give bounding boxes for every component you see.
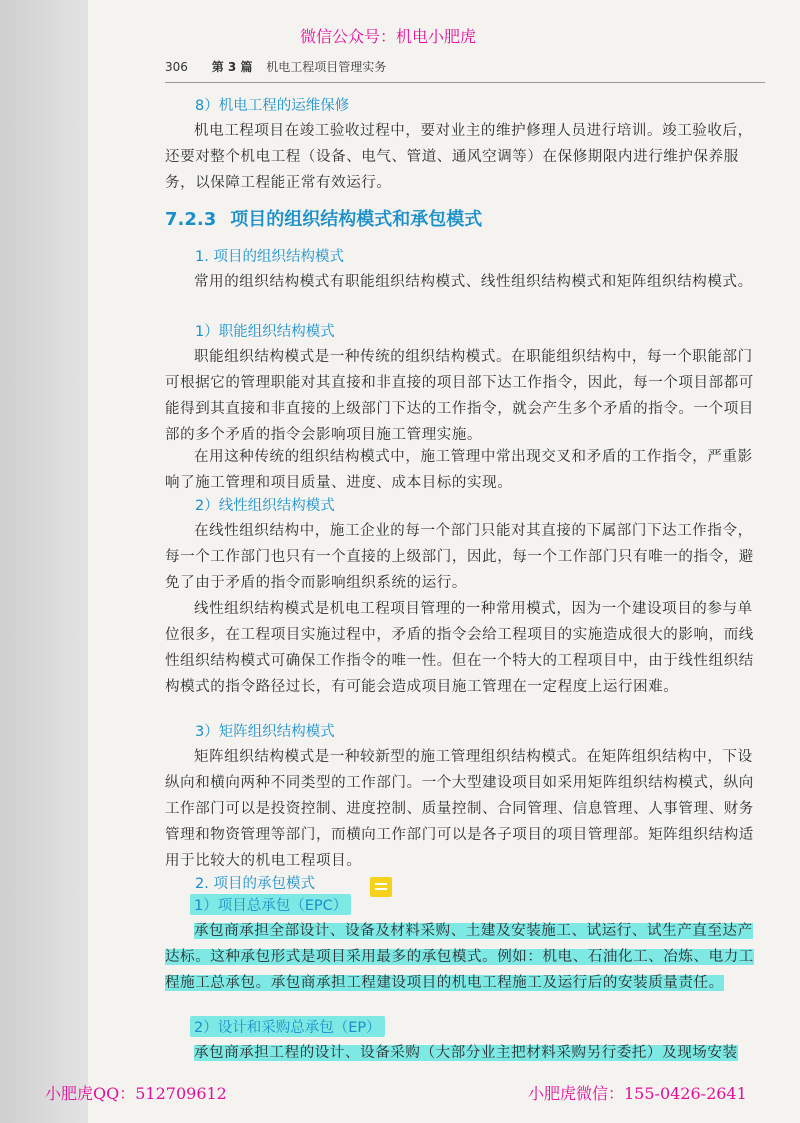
paragraph-ep (165, 1040, 765, 1066)
paragraph-functional-2: 在用这种传统的组织结构模式中，施工管理中常出现交叉和矛盾的工作指令，严重影响了施工管理和项目质量、进度、成本目标的实现。 (165, 449, 753, 491)
heading-org-structure: 1. 项目的组织结构模式 (195, 249, 344, 265)
paragraph-functional-1: 职能组织结构模式是一种传统的组织结构模式。在职能组织结构中，每一个职能部门可根据它的管理职能对其直接和非直接的项目部下达工作指令，因此，每一个项目部都可能得到其直接和非直接的上级部门下达的工作指令，就会产生多个矛盾的指令。一个项目部的多个矛盾的指令会影响项目施工管理实施。 (165, 349, 754, 443)
heading-contracting: 2. 项目的承包模式 (195, 876, 315, 892)
highlighted-text-ep: 承包商承担工程的设计、设备采购（大部分业主把材料采购另行委托）及现场安装 (194, 1045, 738, 1061)
page-number: 306 (165, 60, 188, 74)
paragraph-matrix: 矩阵组织结构模式是一种较新型的施工管理组织结构模式。在矩阵组织结构中，下设纵向和横向两种不同类型的工作部门。一个大型建设项目如采用矩阵组织结构模式，纵向工作部门可以是投资控制、进度控制、质量控制、合同管理、信息管理、人事管理、财务管理和物资管理等部门，而横向工作部门可以是各子项目的项目管理部。矩阵组织结构适用于比较大的机电工程项目。 (165, 749, 754, 869)
watermark-wechat: 小肥虎微信：155-0426-2641 (528, 1084, 747, 1103)
section-number: 7.2.3 (165, 209, 217, 230)
heading-linear: 2）线性组织结构模式 (195, 498, 335, 514)
heading-functional: 1）职能组织结构模式 (195, 324, 335, 340)
book-spine-shadow (0, 0, 88, 1123)
section-heading-7-2-3 (165, 205, 482, 231)
watermark-qq: 小肥虎QQ：512709612 (45, 1084, 227, 1103)
paragraph-s8: 机电工程项目在竣工验收过程中，要对业主的维护修理人员进行培训。竣工验收后，还要对整个机电工程（设备、电气、管道、通风空调等）在保修期限内进行维护保养服务，以保障工程能正常有效运行。 (165, 123, 753, 191)
paragraph-linear-2: 线性组织结构模式是机电工程项目管理的一种常用模式，因为一个建设项目的参与单位很多，在工程项目实施过程中，矛盾的指令会给工程项目的实施造成很大的影响，而线性组织结构模式可确保工作指令的唯一性。但在一个特大的工程项目中，由于线性组织结构模式的指令路径过长，有可能会造成项目施工管理在一定程度上运行困难。 (165, 601, 754, 695)
heading-s8: 8）机电工程的运维保修 (195, 98, 350, 114)
heading-ep: 2）设计和采购总承包（EP） (190, 1016, 385, 1037)
book-title: 机电工程项目管理实务 (266, 60, 387, 74)
heading-matrix: 3）矩阵组织结构模式 (195, 724, 335, 740)
section-title: 项目的组织结构模式和承包模式 (230, 209, 483, 230)
highlighted-text-epc: 承包商承担全部设计、设备及材料采购、土建及安装施工、试运行、试生产直至达产达标。这种承包形式是项目采用最多的承包模式。例如：机电、石油化工、冶炼、电力工程施工总承包。承包商承担工程建设项目的机电工程施工及运行后的安装质量责任。 (165, 923, 754, 991)
header-rule (165, 82, 765, 83)
comment-note-icon[interactable] (370, 877, 392, 897)
paragraph-org-structure: 常用的组织结构模式有职能组织结构模式、线性组织结构模式和矩阵组织结构模式。 (194, 274, 753, 290)
watermark-top: 微信公众号：机电小肥虎 (300, 27, 477, 46)
running-header (165, 58, 386, 75)
paragraph-linear-1: 在线性组织结构中，施工企业的每一个部门只能对其直接的下属部门下达工作指令，每一个工作部门也只有一个直接的上级部门，因此，每一个工作部门只有唯一的指令，避免了由于矛盾的指令而影响组织系统的运行。 (165, 523, 754, 591)
paragraph-epc (165, 918, 765, 996)
heading-epc: 1）项目总承包（EPC） (190, 894, 351, 915)
part-label: 第 3 篇 (211, 60, 253, 74)
